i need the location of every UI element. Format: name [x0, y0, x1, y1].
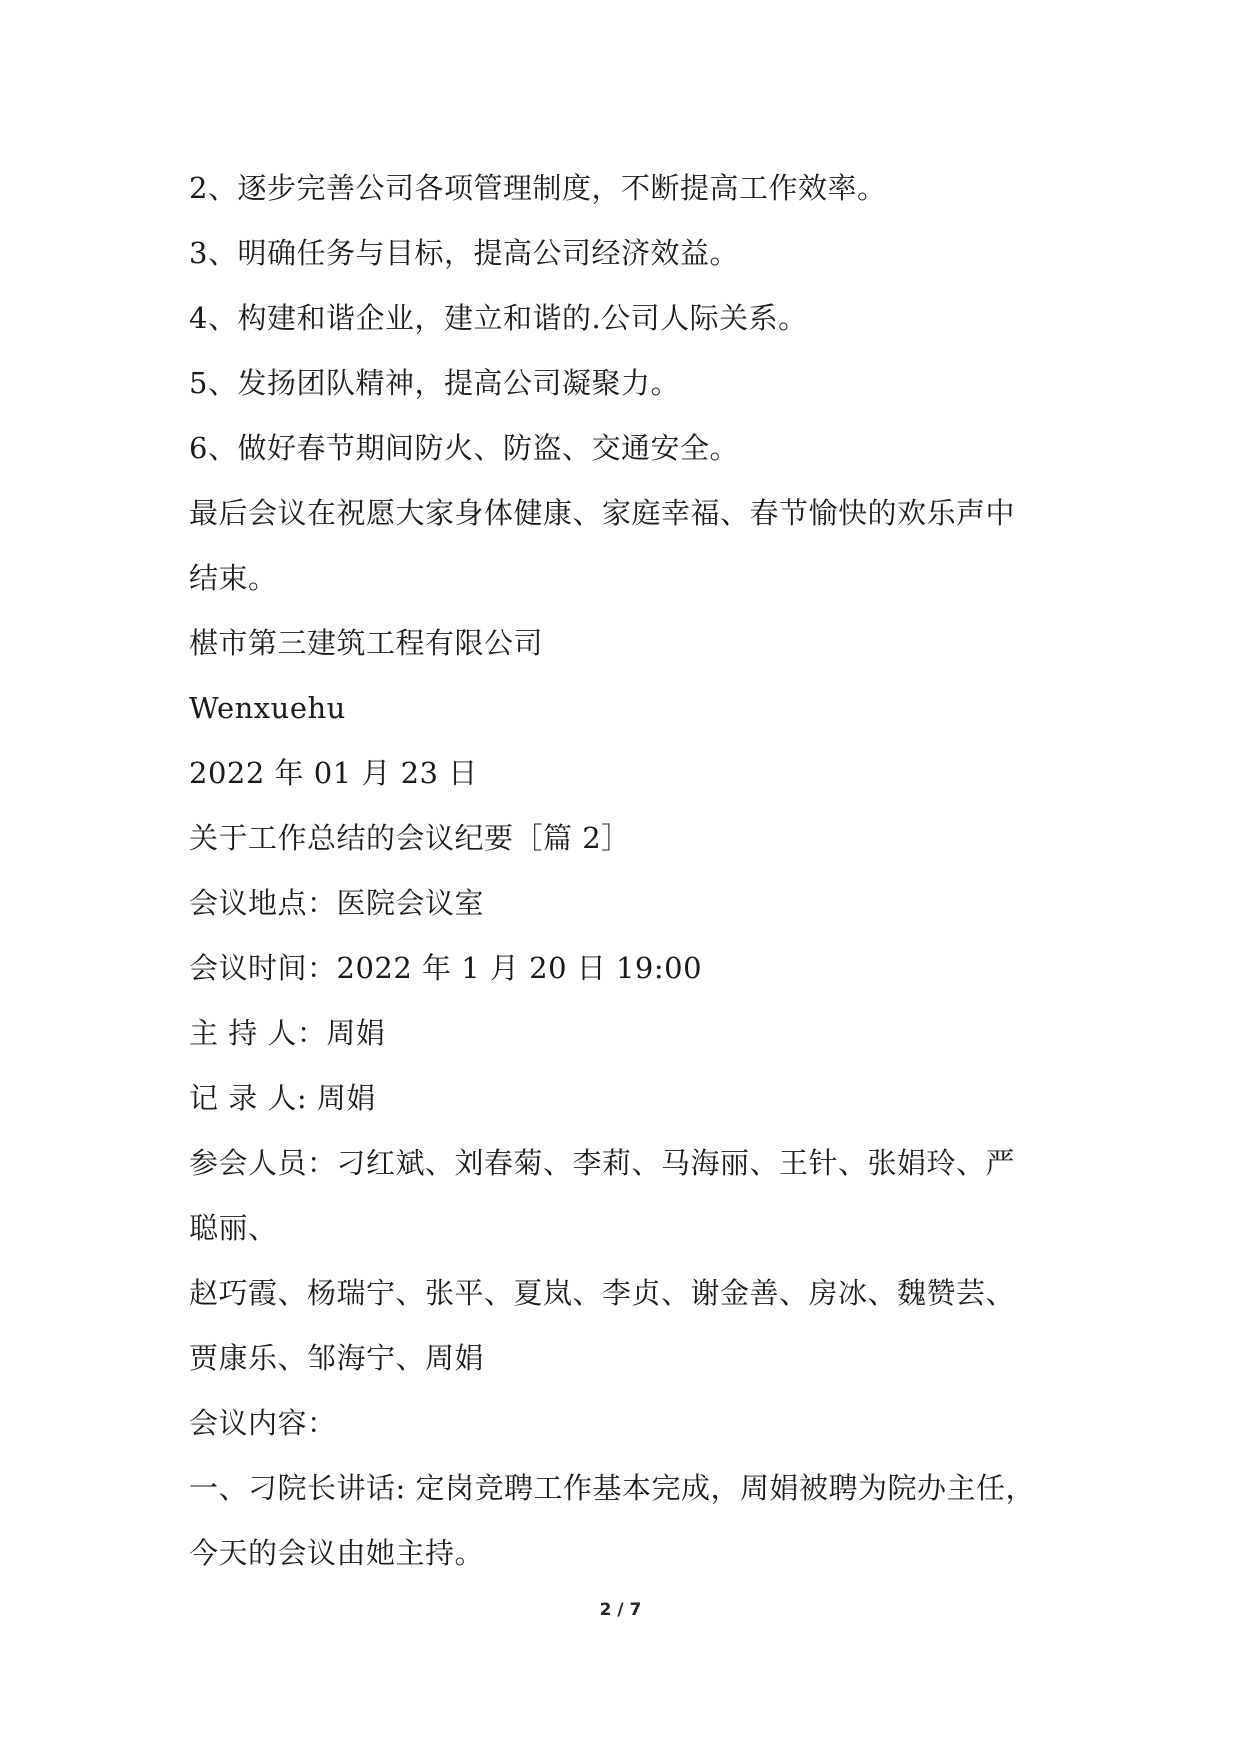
text-line: 6、做好春节期间防火、防盗、交通安全。: [189, 431, 739, 465]
meeting-content-heading: 会议内容：: [189, 1406, 337, 1440]
text-line: 5、发扬团队精神，提高公司凝聚力。: [189, 366, 680, 400]
meeting-recorder: 记 录 人: 周娟: [189, 1081, 376, 1115]
attendees-line: 参会人员：刁红斌、刘春菊、李莉、马海丽、王针、张娟玲、严: [189, 1146, 1016, 1180]
text-line: 4、构建和谐企业，建立和谐的.公司人际关系。: [189, 301, 808, 335]
text-line: 今天的会议由她主持。: [189, 1536, 485, 1570]
document-body: [189, 156, 1069, 1586]
section-title: 关于工作总结的会议纪要［篇 2］: [189, 821, 631, 855]
meeting-location: 会议地点：医院会议室: [189, 886, 485, 920]
author-name: Wenxuehu: [189, 691, 346, 725]
meeting-time: 会议时间：2022 年 1 月 20 日 19:00: [189, 951, 703, 985]
company-name: 椹市第三建筑工程有限公司: [189, 626, 544, 660]
text-line: 结束。: [189, 561, 278, 595]
page-number: 2 / 7: [599, 1600, 642, 1620]
text-line: 3、明确任务与目标，提高公司经济效益。: [189, 236, 739, 270]
text-line: 2、逐步完善公司各项管理制度，不断提高工作效率。: [189, 171, 887, 205]
attendees-line: 聪丽、: [189, 1211, 278, 1245]
meeting-host: 主 持 人：周娟: [189, 1016, 386, 1050]
text-line: 最后会议在祝愿大家身体健康、家庭幸福、春节愉快的欢乐声中: [189, 496, 1016, 530]
document-date: 2022 年 01 月 23 日: [189, 756, 478, 790]
attendees-line: 贾康乐、邹海宁、周娟: [189, 1341, 485, 1375]
attendees-line: 赵巧霞、杨瑞宁、张平、夏岚、李贞、谢金善、房冰、魏赞芸、: [189, 1276, 1016, 1310]
text-line: 一、刁院长讲话: 定岗竞聘工作基本完成，周娟被聘为院办主任，: [189, 1471, 1035, 1505]
